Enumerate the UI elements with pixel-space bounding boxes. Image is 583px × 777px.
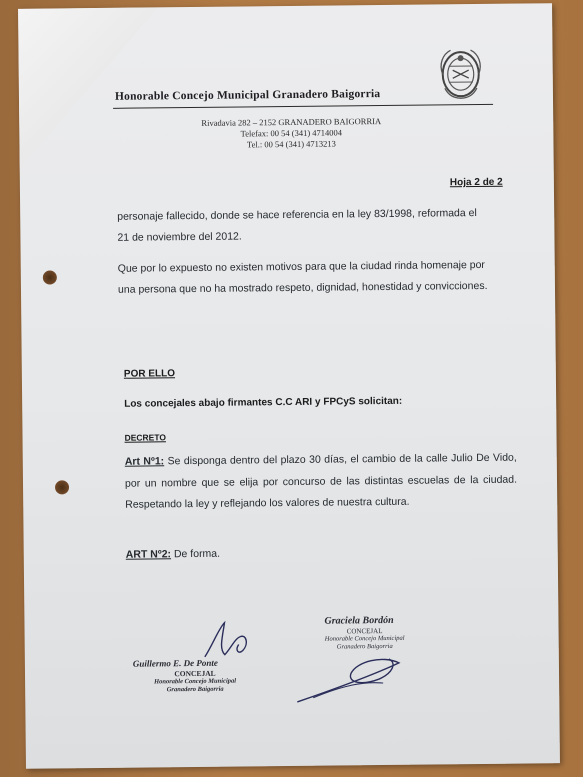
paragraph-line: personaje fallecido, donde se hace referencia en la ley 83/1998, reformada el xyxy=(117,207,477,223)
page-number: Hoja 2 de 2 xyxy=(449,176,503,189)
letterhead-tel: Tel.: 00 54 (341) 4713213 xyxy=(246,138,336,150)
document-page xyxy=(18,3,560,769)
section-heading-por-ello: POR ELLO xyxy=(123,368,176,380)
letterhead-divider xyxy=(113,104,493,109)
article-1-text: Se disponga dentro del plazo 30 días, el cambio de la calle Julio De Vido, por un nombre que se elija por concurso de las distintas escuelas de la ciudad. Respetando la ley y reflejando los valores de nuestra cultura. xyxy=(124,451,518,511)
signature-right-role: CONCEJAL xyxy=(346,627,383,636)
article-1-label: Art Nº1: xyxy=(124,455,165,468)
signature-left-name: Guillermo E. De Ponte xyxy=(132,657,218,669)
signature-left-org-city: Granadero Baigorria xyxy=(166,685,224,694)
article-2-text: De forma. xyxy=(170,547,221,561)
article-2-label: ART Nº2: xyxy=(125,548,172,561)
signature-right-org: Honorable Concejo Municipal xyxy=(324,634,405,643)
letterhead-title: Honorable Concejo Municipal Granadero Baigorria xyxy=(114,88,381,103)
signature-right-org-city: Granadero Baigorria xyxy=(336,642,393,651)
folded-sheet-corner xyxy=(18,7,160,168)
signature-left-org: Honorable Concejo Municipal xyxy=(154,677,237,686)
letterhead-address: Rivadavia 282 – 2152 GRANADERO BAIGORRIA xyxy=(201,116,382,128)
signature-right-name: Graciela Bordón xyxy=(324,614,394,627)
letterhead-telefax: Telefax: 00 54 (341) 4714004 xyxy=(240,127,343,139)
signature-left-role: CONCEJAL xyxy=(174,668,216,679)
paragraph-line: Que por lo expuesto no existen motivos para que la ciudad rinda homenaje por xyxy=(117,258,485,275)
section-heading-decreto: DECRETO xyxy=(124,432,166,443)
signature-right-scribble xyxy=(293,645,414,708)
article-2 xyxy=(126,541,518,567)
seal-icon xyxy=(436,44,485,104)
paragraph-line: 21 de noviembre del 2012. xyxy=(117,230,242,244)
requesters-statement: Los concejales abajo firmantes C.C ARI y FPCyS solicitan: xyxy=(124,395,403,410)
punch-hole-top xyxy=(43,270,57,284)
paragraph-line: una persona que no ha mostrado respeto, dignidad, honestidad y convicciones. xyxy=(117,279,488,296)
punch-hole-bottom xyxy=(55,480,69,494)
article-1 xyxy=(125,448,518,517)
